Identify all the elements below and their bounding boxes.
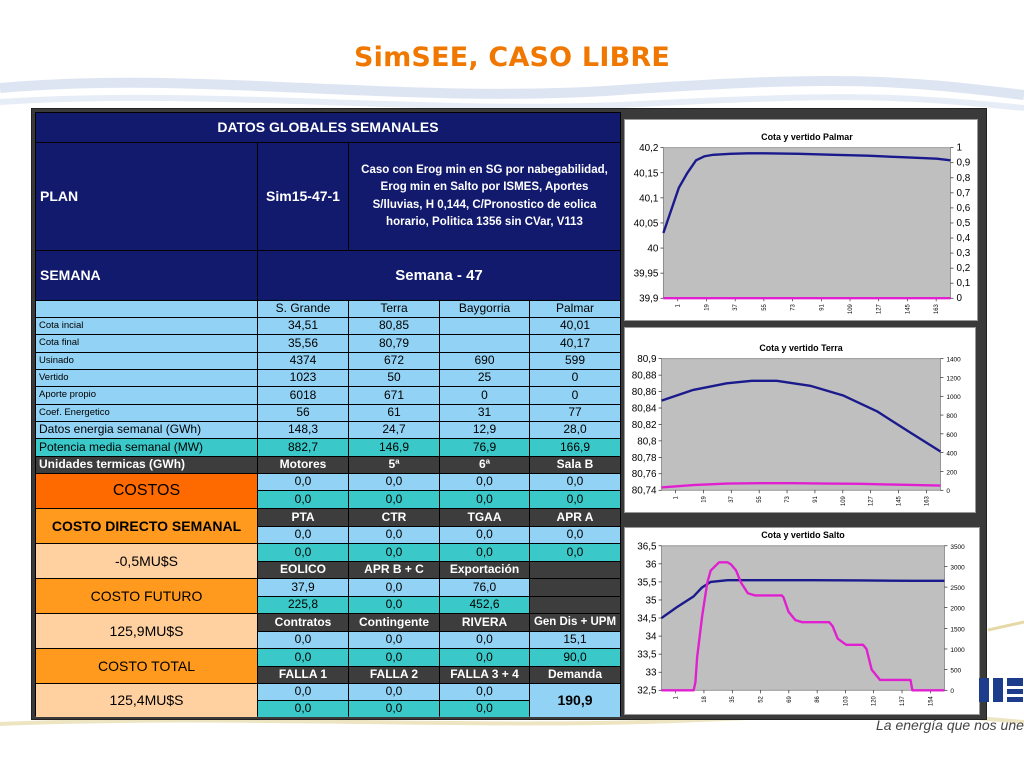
eolico-value: 225,8 xyxy=(258,597,348,613)
termicas-value: 0,0 xyxy=(258,491,348,508)
y-right-tick-label: 3500 xyxy=(950,543,965,551)
x-tick-label: 127 xyxy=(876,304,883,315)
costo-futuro-value: 125,9MU$S xyxy=(36,614,257,648)
table-value: 61 xyxy=(349,405,439,421)
y-right-tick-label: 0,7 xyxy=(956,187,971,199)
y-right-tick-label: 0,4 xyxy=(956,232,971,244)
costo-directo-value: -0,5MU$S xyxy=(36,544,257,578)
table-value: 4374 xyxy=(258,353,348,369)
falla-value: 0,0 xyxy=(258,701,348,717)
table-value: 690 xyxy=(440,353,529,369)
row-label: Datos energia semanal (GWh) xyxy=(36,422,257,438)
pta-value: 0,0 xyxy=(349,544,439,561)
contratos-header: Contingente xyxy=(349,614,439,631)
pta-value: 0,0 xyxy=(258,527,348,543)
table-value: 25 xyxy=(440,370,529,386)
x-tick-label: 137 xyxy=(900,696,907,707)
y-left-tick-label: 40,15 xyxy=(633,168,659,180)
x-tick-label: 19 xyxy=(704,304,711,311)
row-label: Coef. Energetico xyxy=(36,405,257,421)
eolico-value: 452,6 xyxy=(440,597,529,613)
falla-header: Demanda xyxy=(530,667,620,683)
table-value: 50 xyxy=(349,370,439,386)
falla-header: FALLA 1 xyxy=(258,667,348,683)
contratos-value: 0,0 xyxy=(258,632,348,648)
y-left-tick-label: 40 xyxy=(647,243,659,255)
y-right-tick-label: 0,5 xyxy=(956,217,971,229)
y-right-tick-label: 200 xyxy=(946,469,958,477)
table-value: 672 xyxy=(349,353,439,369)
column-header: Baygorria xyxy=(440,301,529,317)
contratos-value: 15,1 xyxy=(530,632,620,648)
x-tick-label: 52 xyxy=(758,696,765,703)
x-tick-label: 163 xyxy=(934,304,941,315)
x-tick-label: 37 xyxy=(733,304,740,311)
footer-tagline: La energía que nos une xyxy=(876,717,1024,733)
eolico-value: 76,0 xyxy=(440,579,529,596)
pta-value: 0,0 xyxy=(440,527,529,543)
y-left-tick-label: 34 xyxy=(645,631,657,643)
table-value: 146,9 xyxy=(349,439,439,456)
pta-header: CTR xyxy=(349,509,439,526)
termicas-header: Sala B xyxy=(530,457,620,473)
costo-total-value: 125,4MU$S xyxy=(36,684,257,717)
termicas-value: 0,0 xyxy=(258,474,348,490)
y-left-tick-label: 80,78 xyxy=(631,452,657,464)
table-value: 80,79 xyxy=(349,335,439,352)
costos-label: COSTOS xyxy=(36,474,257,508)
termicas-header: 6ª xyxy=(440,457,529,473)
y-right-tick-label: 0,9 xyxy=(956,157,971,169)
costo-futuro-label: COSTO FUTURO xyxy=(36,579,257,613)
table-value: 0 xyxy=(440,387,529,404)
x-tick-label: 91 xyxy=(819,304,826,311)
table-value: 166,9 xyxy=(530,439,620,456)
y-right-tick-label: 0,3 xyxy=(956,248,971,260)
y-left-tick-label: 40,1 xyxy=(639,193,659,205)
table-value xyxy=(440,335,529,352)
chart-cota-vertido-terra xyxy=(624,327,976,513)
y-right-tick-label: 0 xyxy=(956,293,962,305)
y-left-tick-label: 36,5 xyxy=(637,541,657,553)
eolico-blank xyxy=(530,597,620,613)
y-left-tick-label: 32,5 xyxy=(637,685,657,697)
eolico-value: 37,9 xyxy=(258,579,348,596)
x-tick-label: 37 xyxy=(729,496,736,503)
termicas-value: 0,0 xyxy=(349,474,439,490)
y-right-tick-label: 0,2 xyxy=(956,263,971,275)
table-header: DATOS GLOBALES SEMANALES xyxy=(36,113,620,142)
y-right-tick-label: 1200 xyxy=(946,375,961,383)
x-tick-label: 1 xyxy=(673,696,680,700)
table-value: 24,7 xyxy=(349,422,439,438)
table-value: 40,17 xyxy=(530,335,620,352)
column-header: Terra xyxy=(349,301,439,317)
datos-globales-table xyxy=(35,112,621,716)
pta-value: 0,0 xyxy=(530,527,620,543)
y-left-tick-label: 80,88 xyxy=(631,370,657,382)
y-right-tick-label: 2500 xyxy=(950,585,965,593)
x-tick-label: 120 xyxy=(871,696,878,707)
x-tick-label: 69 xyxy=(786,696,793,703)
x-tick-label: 86 xyxy=(815,696,822,703)
y-left-tick-label: 35,5 xyxy=(637,577,657,589)
plot-area xyxy=(663,148,950,298)
pta-header: PTA xyxy=(258,509,348,526)
table-value: 40,01 xyxy=(530,318,620,334)
row-label: Vertido xyxy=(36,370,257,386)
table-value: 12,9 xyxy=(440,422,529,438)
y-left-tick-label: 33 xyxy=(645,667,657,679)
x-tick-label: 109 xyxy=(840,496,847,507)
table-value: 0 xyxy=(530,370,620,386)
x-tick-label: 55 xyxy=(757,496,764,503)
chart-title: Cota y vertido Palmar xyxy=(761,131,853,142)
y-right-tick-label: 3000 xyxy=(950,564,965,572)
y-right-tick-label: 0,1 xyxy=(956,278,971,290)
table-value xyxy=(440,318,529,334)
plan-label: PLAN xyxy=(36,143,257,250)
semana-value: Semana - 47 xyxy=(258,251,620,300)
eolico-header: EOLICO xyxy=(258,562,348,578)
column-header: S. Grande xyxy=(258,301,348,317)
demanda-value: 190,9 xyxy=(530,684,620,717)
chart-cota-vertido-palmar xyxy=(624,119,978,321)
page-title: SimSEE, CASO LIBRE xyxy=(354,42,670,73)
ute-logo xyxy=(975,676,1024,710)
eolico-header-blank xyxy=(530,562,620,578)
termicas-value: 0,0 xyxy=(349,491,439,508)
y-left-tick-label: 36 xyxy=(645,559,657,571)
y-right-tick-label: 1400 xyxy=(946,356,961,364)
y-right-tick-label: 400 xyxy=(946,450,958,458)
falla-header: FALLA 3 + 4 xyxy=(440,667,529,683)
table-value: 80,85 xyxy=(349,318,439,334)
y-left-tick-label: 80,8 xyxy=(637,436,657,448)
x-tick-label: 145 xyxy=(905,304,912,315)
contratos-header: RIVERA xyxy=(440,614,529,631)
termicas-label: Unidades termicas (GWh) xyxy=(36,457,257,473)
table-value: 28,0 xyxy=(530,422,620,438)
table-value: 6018 xyxy=(258,387,348,404)
termicas-value: 0,0 xyxy=(440,474,529,490)
y-left-tick-label: 39,9 xyxy=(639,293,659,305)
contratos-header: Contratos xyxy=(258,614,348,631)
x-tick-label: 109 xyxy=(847,304,854,315)
y-left-tick-label: 80,86 xyxy=(631,387,657,399)
y-right-tick-label: 2000 xyxy=(950,605,965,613)
pta-value: 0,0 xyxy=(530,544,620,561)
y-left-tick-label: 35 xyxy=(645,595,657,607)
chart-cota-vertido-salto xyxy=(624,527,980,715)
chart-title: Cota y vertido Terra xyxy=(759,342,843,353)
pta-header: TGAA xyxy=(440,509,529,526)
y-right-tick-label: 800 xyxy=(946,413,958,421)
eolico-value: 0,0 xyxy=(349,597,439,613)
table-value: 1023 xyxy=(258,370,348,386)
x-tick-label: 103 xyxy=(843,696,850,707)
x-tick-label: 145 xyxy=(896,496,903,507)
contratos-header: Gen Dis + UPM xyxy=(530,614,620,631)
plan-description: Caso con Erog min en SG por nabegabilidad, Erog min en Salto por ISMES, Aportes S/lluvias, H 0,144, C/Pronostico de eolica horario, Politica 1356 sin CVar, V113 xyxy=(349,143,620,250)
pta-value: 0,0 xyxy=(258,544,348,561)
x-tick-label: 55 xyxy=(761,304,768,311)
costo-total-label: COSTO TOTAL xyxy=(36,649,257,683)
y-left-tick-label: 33,5 xyxy=(637,649,657,661)
x-tick-label: 73 xyxy=(790,304,797,311)
contratos-value: 0,0 xyxy=(258,649,348,666)
y-right-tick-label: 1000 xyxy=(946,394,961,402)
contratos-value: 0,0 xyxy=(349,632,439,648)
x-tick-label: 1 xyxy=(673,496,680,500)
plot-area xyxy=(662,546,945,690)
table-value: 148,3 xyxy=(258,422,348,438)
contratos-value: 0,0 xyxy=(440,632,529,648)
contratos-value: 0,0 xyxy=(349,649,439,666)
chart-title: Cota y vertido Salto xyxy=(761,529,845,540)
y-right-tick-label: 1000 xyxy=(950,646,965,654)
y-right-tick-label: 1500 xyxy=(950,626,965,634)
y-left-tick-label: 80,84 xyxy=(631,403,657,415)
y-left-tick-label: 80,74 xyxy=(631,485,657,497)
table-value: 31 xyxy=(440,405,529,421)
termicas-value: 0,0 xyxy=(530,474,620,490)
x-tick-label: 73 xyxy=(785,496,792,503)
termicas-value: 0,0 xyxy=(530,491,620,508)
falla-value: 0,0 xyxy=(349,701,439,717)
pta-header: APR A xyxy=(530,509,620,526)
table-value: 34,51 xyxy=(258,318,348,334)
x-tick-label: 91 xyxy=(812,496,819,503)
costo-directo-label: COSTO DIRECTO SEMANAL xyxy=(36,509,257,543)
y-right-tick-label: 1 xyxy=(956,142,962,154)
y-left-tick-label: 40,05 xyxy=(633,218,659,230)
table-value: 599 xyxy=(530,353,620,369)
table-value: 882,7 xyxy=(258,439,348,456)
row-label: Usinado xyxy=(36,353,257,369)
termicas-header: 5ª xyxy=(349,457,439,473)
pta-value: 0,0 xyxy=(349,527,439,543)
x-tick-label: 154 xyxy=(928,696,935,707)
table-value: 35,56 xyxy=(258,335,348,352)
table-value: 0 xyxy=(530,387,620,404)
y-left-tick-label: 80,9 xyxy=(637,354,657,366)
column-header-blank xyxy=(36,301,257,317)
x-tick-label: 1 xyxy=(675,304,682,308)
x-tick-label: 127 xyxy=(868,496,875,507)
eolico-header: Exportación xyxy=(440,562,529,578)
y-left-tick-label: 80,76 xyxy=(631,469,657,481)
y-right-tick-label: 500 xyxy=(950,667,962,675)
falla-value: 0,0 xyxy=(440,701,529,717)
eolico-blank xyxy=(530,579,620,596)
falla-value: 0,0 xyxy=(349,684,439,700)
falla-value: 0,0 xyxy=(258,684,348,700)
row-label: Potencia media semanal (MW) xyxy=(36,439,257,456)
table-value: 76,9 xyxy=(440,439,529,456)
x-tick-label: 19 xyxy=(701,496,708,503)
termicas-header: Motores xyxy=(258,457,348,473)
x-tick-label: 35 xyxy=(730,696,737,703)
table-value: 77 xyxy=(530,405,620,421)
plan-id: Sim15-47-1 xyxy=(258,143,348,250)
table-value: 671 xyxy=(349,387,439,404)
column-header: Palmar xyxy=(530,301,620,317)
termicas-value: 0,0 xyxy=(440,491,529,508)
contratos-value: 0,0 xyxy=(440,649,529,666)
falla-header: FALLA 2 xyxy=(349,667,439,683)
y-right-tick-label: 0,6 xyxy=(956,202,971,214)
y-right-tick-label: 0,8 xyxy=(956,172,971,184)
y-left-tick-label: 39,95 xyxy=(633,268,659,280)
row-label: Cota final xyxy=(36,335,257,352)
x-tick-label: 163 xyxy=(924,496,931,507)
row-label: Cota incial xyxy=(36,318,257,334)
y-left-tick-label: 80,82 xyxy=(631,419,657,431)
semana-label: SEMANA xyxy=(36,251,257,300)
eolico-header: APR B + C xyxy=(349,562,439,578)
pta-value: 0,0 xyxy=(440,544,529,561)
y-right-tick-label: 0 xyxy=(946,488,950,496)
y-right-tick-label: 600 xyxy=(946,431,958,439)
falla-value: 0,0 xyxy=(440,684,529,700)
contratos-value: 90,0 xyxy=(530,649,620,666)
y-left-tick-label: 34,5 xyxy=(637,613,657,625)
y-left-tick-label: 40,2 xyxy=(639,143,659,155)
table-value: 56 xyxy=(258,405,348,421)
x-tick-label: 18 xyxy=(701,696,708,703)
row-label: Aporte propio xyxy=(36,387,257,404)
y-right-tick-label: 0 xyxy=(950,688,954,696)
eolico-value: 0,0 xyxy=(349,579,439,596)
